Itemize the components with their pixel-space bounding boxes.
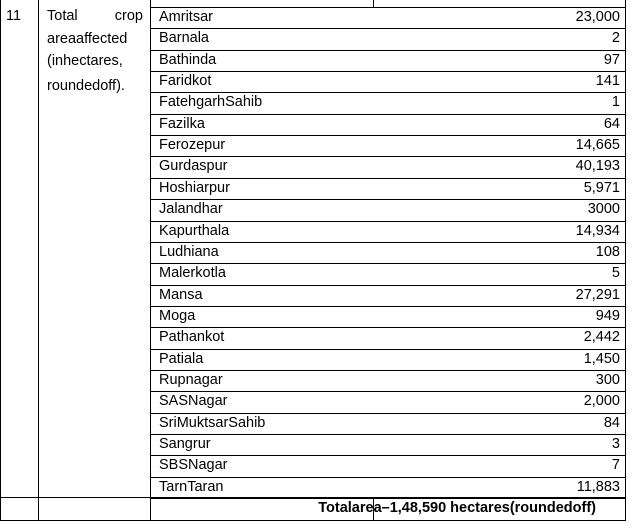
column-divider-district-top: [373, 0, 374, 7]
description-word-crop: crop: [114, 8, 143, 24]
district-name: Amritsar: [159, 9, 213, 25]
district-name: Mansa: [159, 287, 203, 303]
column-divider-serial: [38, 0, 39, 521]
affected-area-value: 2,442: [583, 329, 620, 345]
row-divider: [150, 370, 626, 371]
affected-area-value: 1,450: [583, 351, 620, 367]
row-divider: [150, 285, 626, 286]
district-name: Fazilka: [159, 116, 205, 132]
row-divider: [150, 391, 626, 392]
affected-area-value: 949: [595, 308, 620, 324]
row-divider: [150, 455, 626, 456]
affected-area-value: 2: [611, 30, 620, 46]
affected-area-value: 64: [603, 116, 620, 132]
district-name: Patiala: [159, 351, 204, 367]
row-divider: [150, 156, 626, 157]
row-divider: [150, 50, 626, 51]
row-divider: [150, 263, 626, 264]
row-divider: [150, 135, 626, 136]
affected-area-value: 300: [595, 372, 620, 388]
affected-area-value: 27,291: [575, 287, 620, 303]
column-divider-description: [150, 0, 151, 521]
total-row-top-border: [0, 497, 626, 498]
row-divider: [150, 306, 626, 307]
district-name: Moga: [159, 308, 196, 324]
district-name: Barnala: [159, 30, 209, 46]
row-divider: [150, 349, 626, 350]
affected-area-value: 14,934: [575, 223, 620, 239]
row-divider: [150, 221, 626, 222]
district-name: SASNagar: [159, 393, 228, 409]
row-divider: [150, 498, 626, 499]
table-bottom-border: [0, 520, 626, 521]
row-divider: [150, 114, 626, 115]
row-divider: [150, 477, 626, 478]
district-name: Ludhiana: [159, 244, 219, 260]
affected-area-value: 5: [611, 265, 620, 281]
district-name: SBSNagar: [159, 457, 228, 473]
table-border-right: [625, 0, 626, 521]
affected-area-value: 40,193: [575, 158, 620, 174]
row-divider: [150, 413, 626, 414]
district-name: TarnTaran: [159, 479, 224, 495]
table-border-left: [0, 0, 1, 521]
row-divider: [150, 199, 626, 200]
row-divider: [150, 92, 626, 93]
total-area: Totalarea–1,48,590 hectares(roundedoff): [318, 500, 596, 516]
district-name: Hoshiarpur: [159, 180, 230, 196]
serial-number: 11: [6, 8, 22, 24]
district-name: SriMuktsarSahib: [159, 415, 266, 431]
district-name: Pathankot: [159, 329, 225, 345]
description-line-3: (inhectares,: [47, 53, 123, 69]
row-divider: [150, 178, 626, 179]
affected-area-value: 14,665: [575, 137, 620, 153]
row-divider: [150, 28, 626, 29]
district-name: Bathinda: [159, 52, 217, 68]
district-name: Ferozepur: [159, 137, 226, 153]
affected-area-value: 97: [603, 52, 620, 68]
affected-area-value: 7: [611, 457, 620, 473]
affected-area-value: 3000: [587, 201, 620, 217]
row-divider: [150, 327, 626, 328]
affected-area-value: 1: [611, 94, 620, 110]
row-divider: [150, 434, 626, 435]
description-word-total: Total: [47, 8, 78, 24]
district-name: FatehgarhSahib: [159, 94, 263, 110]
affected-area-value: 108: [595, 244, 620, 260]
affected-area-value: 3: [611, 436, 620, 452]
district-name: Jalandhar: [159, 201, 223, 217]
affected-area-value: 84: [603, 415, 620, 431]
description-line-1: [47, 8, 143, 25]
row-divider: [150, 242, 626, 243]
row-divider: [150, 71, 626, 72]
row-divider: [150, 7, 626, 8]
district-name: Faridkot: [159, 73, 212, 89]
affected-area-value: 5,971: [583, 180, 620, 196]
district-name: Kapurthala: [159, 223, 230, 239]
district-name: Malerkotla: [159, 265, 226, 281]
affected-area-value: 141: [595, 73, 620, 89]
affected-area-value: 23,000: [575, 9, 620, 25]
description-line-4: roundedoff).: [47, 78, 125, 94]
affected-area-value: 2,000: [583, 393, 620, 409]
district-name: Sangrur: [159, 436, 211, 452]
district-name: Gurdaspur: [159, 158, 228, 174]
district-name: Rupnagar: [159, 372, 223, 388]
affected-area-value: 11,883: [576, 479, 620, 495]
description-line-2: areaaffected: [47, 31, 128, 47]
